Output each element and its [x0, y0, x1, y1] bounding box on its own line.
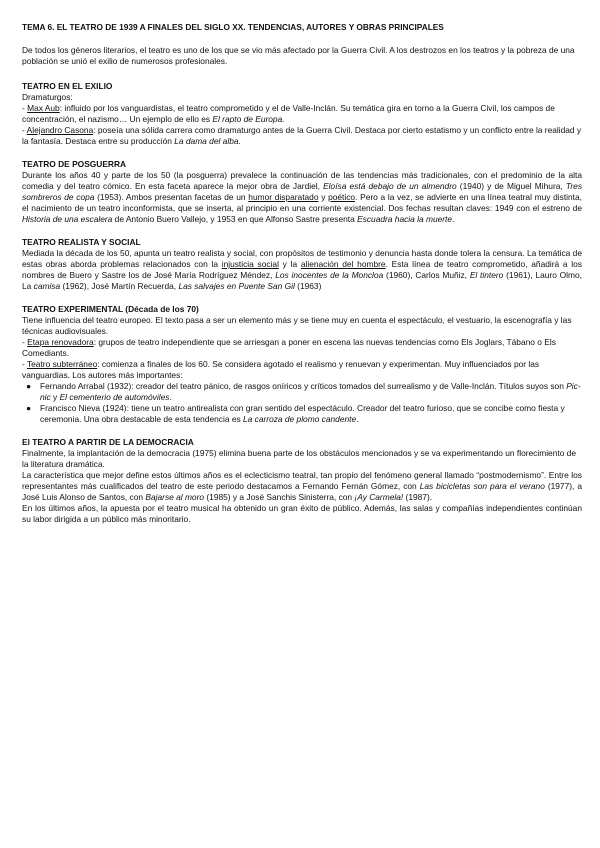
text: . Pero a la vez, se advierte en una línea teatral muy distinta, el nacimiento de un teatro inconformista, que se inserta, al principio en una corriente existencial. Dos fechas resultan claves: 1949 con el estreno de	[22, 192, 582, 213]
work-title: Eloísa está debajo de un almendro	[323, 181, 457, 191]
work-title: El cementerio de automóviles	[59, 392, 170, 402]
text: y la	[278, 259, 301, 269]
text: Fernando Arrabal (1932): creador del teatro pánico, de rasgos oníricos y críticos tomados del surrealismo y de Valle-Inclán. Títulos suyos son	[40, 381, 567, 391]
work-title: Escuadra hacia la muerte	[357, 214, 453, 224]
work-title: La dama del alba	[174, 136, 239, 146]
paragraph-experimental-intro: Tiene influencia del teatro europeo. El texto pasa a ser un elemento más y se tiene muy en cuenta el espectáculo, el vestuario, la escenografía y las técnicas audiovisuales.	[22, 315, 572, 336]
text: (1977), a José Luis Alonso de Santos, con	[22, 481, 582, 502]
text: Francisco Nieva (1924): tiene un teatro antirealista con gran sentido del espectáculo. Creador del teatro furioso, que se concibe como fiesta y ceremonia. Una obra destacable de esta tendencia es	[40, 403, 565, 424]
term-teatro-subterraneo: Teatro subterráneo	[26, 359, 98, 369]
section-heading: TEATRO DE POSGUERRA	[22, 159, 127, 169]
paragraph-realista	[22, 248, 582, 292]
section-heading: TEATRO REALISTA Y SOCIAL	[22, 237, 141, 247]
text: La	[22, 281, 34, 291]
text: : influido por los vanguardistas, el teatro comprometido y el de Valle-Inclán. Su temática gira en torno a la Guerra Civil, los campos de concentración, el nazismo… Un ejemplo de ello es	[22, 103, 555, 124]
underlined-term: alienación del hombre	[300, 259, 386, 269]
text: (1960), Carlos Muñiz,	[383, 270, 470, 280]
underlined-term: injusticia social	[221, 259, 279, 269]
text: . Esta línea de teatro comprometido, añadirá a los nombres de Buero y Sastre los de José María Rodríguez Méndez,	[22, 259, 582, 280]
author-max-aub: Max Aub	[27, 103, 60, 113]
text: de Antonio Buero Vallejo, y 1953 en que Alfonso Sastre presenta	[112, 214, 358, 224]
work-title: El rapto de Europa.	[212, 114, 285, 124]
section-heading: El TEATRO A PARTIR DE LA DEMOCRACIA	[22, 437, 194, 447]
work-title: Las bicicletas son para el verano	[419, 481, 545, 491]
text: .	[452, 214, 455, 224]
section-experimental	[22, 304, 582, 425]
paragraph-etapa-renovadora	[22, 337, 582, 359]
work-title: camisa	[33, 281, 61, 291]
section-heading: TEATRO EN EL EXILIO	[22, 81, 113, 91]
section-exilio	[22, 81, 582, 147]
work-title: La carroza de plomo candente	[243, 414, 357, 424]
work-title: ¡Ay Carmela!	[354, 492, 404, 502]
text: (1985) y a José Sanchis Sinisterra, con	[204, 492, 355, 502]
dash: -	[22, 337, 28, 347]
text: .	[238, 136, 241, 146]
text: La característica que mejor define estos últimos años es el eclecticismo teatral, tan propio del fenómeno general llamado “postmodernismo”. Entre los representantes más cualificados del teatro de este periodo destacamos a Fernando Fernán Gómez, con	[22, 470, 582, 491]
paragraph-democracia-1: Finalmente, la implantación de la democracia (1975) elimina buena parte de los obstáculos mencionados y se va experimentando un florecimiento de la literatura dramática.	[22, 448, 576, 469]
text: (1987).	[403, 492, 433, 502]
dash: -	[22, 359, 27, 369]
term-etapa-renovadora: Etapa renovadora	[27, 337, 94, 347]
work-title: Tres sombreros de copa	[22, 181, 583, 202]
list-item-arrabal	[26, 381, 582, 403]
paragraph-posguerra	[22, 170, 582, 225]
text: (1940) y de Miguel Mihura,	[456, 181, 566, 191]
work-title: El tintero	[469, 270, 504, 280]
list-item-nieva	[26, 403, 582, 425]
work-title: Las salvajes en Puente San Gil	[178, 281, 295, 291]
intro-paragraph: De todos los géneros literarios, el teatro es uno de los que se vio más afectado por la Guerra Civil. A los destrozos en los teatros y la pobreza de una población se unió el exilio de numerosos profesionales.	[22, 45, 575, 66]
text: y	[50, 392, 60, 402]
bullet-icon: ●	[26, 403, 32, 413]
text: : comienza a finales de los 60. Se considera agotado el realismo y renuevan y experimentan. Muy influenciados por las vanguardias. Los autores más importantes:	[22, 359, 540, 380]
text: Durante los años 40 y parte de los 50 (la posguerra) prevalece la continuación de las tendencias más tradicionales, con el predominio de la alta comedia y del teatro cómico. En esta faceta aparece la mejor obra de Jardiel,	[22, 170, 582, 191]
text: : poseía una sólida carrera como dramaturgo antes de la Guerra Civil. Destaca por cierto estatismo y un conflicto entre la realidad y la fantasía. Destaca entre su producción	[22, 125, 582, 146]
dash: -	[22, 125, 27, 135]
bullet-icon: ●	[26, 381, 32, 391]
text: (1961), Lauro Olmo,	[503, 270, 582, 280]
section-realista	[22, 237, 582, 292]
work-title: Historia de una escalera	[22, 214, 113, 224]
text: .	[356, 414, 359, 424]
paragraph-casona	[22, 125, 582, 147]
text: (1962), José Martín Recuerda,	[60, 281, 179, 291]
paragraph-democracia-2	[22, 470, 582, 503]
underlined-term: poético	[328, 192, 356, 202]
authors-list	[22, 381, 582, 425]
author-casona: Alejandro Casona	[26, 125, 94, 135]
section-posguerra	[22, 159, 582, 225]
paragraph-teatro-subterraneo	[22, 359, 582, 381]
section-democracia	[22, 437, 582, 525]
text: (1963)	[294, 281, 322, 291]
text: y	[318, 192, 329, 202]
paragraph-max-aub	[22, 103, 582, 125]
work-title: Pic-nic	[40, 381, 581, 402]
work-title: Bajarse al moro	[145, 492, 205, 502]
document-page	[22, 22, 582, 537]
dash: -	[22, 103, 28, 113]
text: : grupos de teatro independiente que se arriesgan a poner en escena las nuevas tendencias como Els Joglars, Tábano o Els Comediants.	[22, 337, 556, 358]
document-title: TEMA 6. EL TEATRO DE 1939 A FINALES DEL SIGLO XX. TENDENCIAS, AUTORES Y OBRAS PRINCIPALES	[22, 22, 444, 32]
text: .	[169, 392, 172, 402]
paragraph-democracia-3: En los últimos años, la apuesta por el teatro musical ha obtenido un gran éxito de público. Además, las salas y compañías independientes continúan su labor dirigida a un público más minoritario.	[22, 503, 582, 524]
text: (1953). Ambos presentan facetas de un	[94, 192, 249, 202]
subheading-dramaturgos: Dramaturgos:	[22, 92, 73, 102]
text: Mediada la década de los 50, apunta un teatro realista y social, con propósitos de testimonio y denuncia hasta donde tolera la censura. La temática de estas obras aborda problemas relacionados con la	[22, 248, 582, 269]
underlined-term: humor disparatado	[248, 192, 319, 202]
section-heading: TEATRO EXPERIMENTAL (Década de los 70)	[22, 304, 199, 314]
work-title: Los inocentes de la Moncloa	[275, 270, 384, 280]
